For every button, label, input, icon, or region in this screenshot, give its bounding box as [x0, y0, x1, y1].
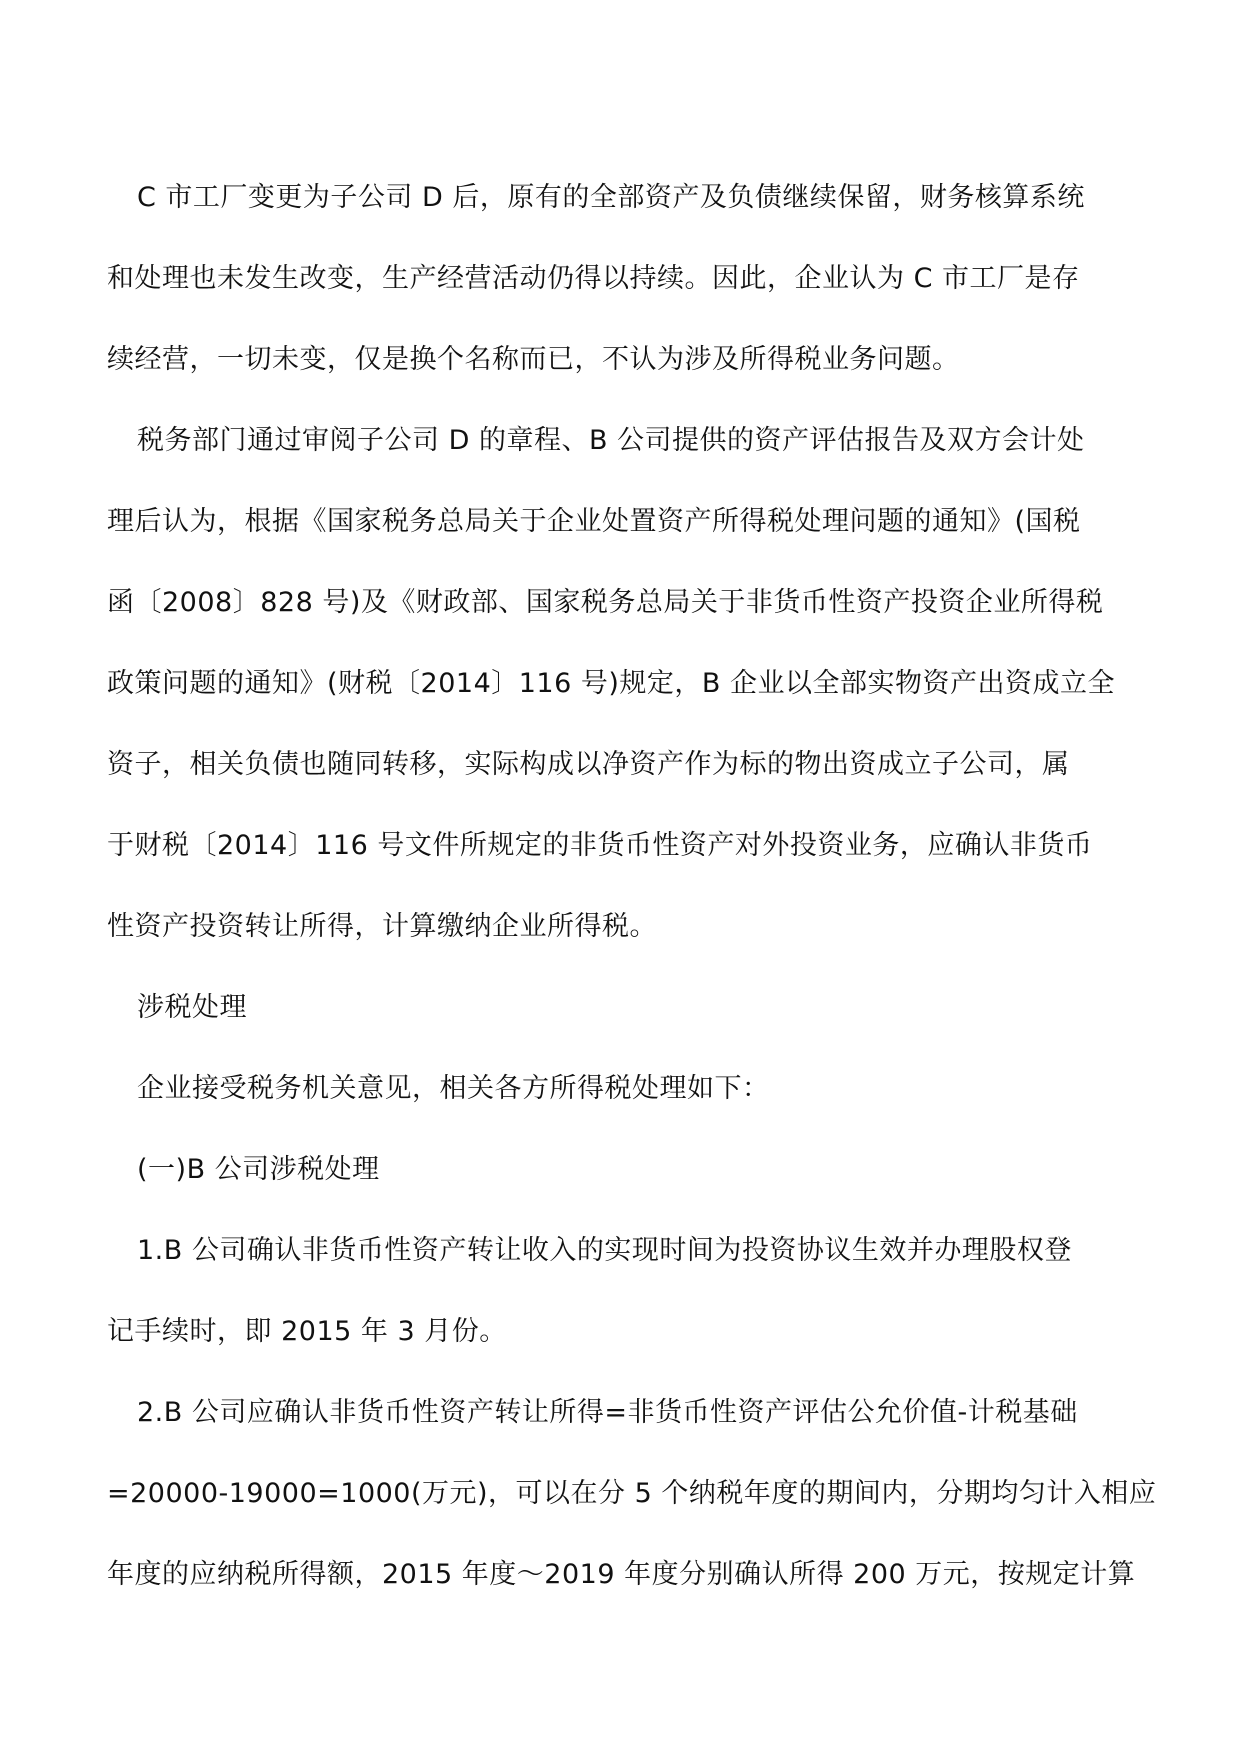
paragraph-c-factory-change: [107, 157, 1133, 400]
text-line: 续经营，一切未变，仅是换个名称而已，不认为涉及所得税业务问题。: [107, 344, 960, 375]
text-line: 资子，相关负债也随同转移，实际构成以净资产作为标的物出资成立子公司，属: [107, 749, 1070, 780]
text-line: (一)B 公司涉税处理: [137, 1154, 380, 1185]
text-line: 年度的应纳税所得额，2015 年度～2019 年度分别确认所得 200 万元，按规定计算: [107, 1559, 1136, 1590]
paragraph-tax-department-opinion: [107, 400, 1133, 967]
paragraph-enterprise-accepts: [107, 1048, 1133, 1129]
text-line: 理后认为，根据《国家税务总局关于企业处置资产所得税处理问题的通知》(国税: [107, 506, 1081, 537]
text-line: C 市工厂变更为子公司 D 后，原有的全部资产及负债继续保留，财务核算系统: [137, 182, 1085, 213]
paragraph-item-2: [107, 1372, 1157, 1615]
text-line: 涉税处理: [137, 992, 247, 1023]
text-line: 企业接受税务机关意见，相关各方所得税处理如下：: [137, 1073, 770, 1104]
text-line: 1.B 公司确认非货币性资产转让收入的实现时间为投资协议生效并办理股权登: [137, 1235, 1072, 1266]
paragraph-item-1: [107, 1210, 1133, 1372]
text-line: 政策问题的通知》(财税〔2014〕116 号)规定，B 企业以全部实物资产出资成立全: [107, 668, 1116, 699]
text-line: 税务部门通过审阅子公司 D 的章程、B 公司提供的资产评估报告及双方会计处: [137, 425, 1085, 456]
text-line: 于财税〔2014〕116 号文件所规定的非货币性资产对外投资业务，应确认非货币: [107, 830, 1093, 861]
text-line: 2.B 公司应确认非货币性资产转让所得=非货币性资产评估公允价值-计税基础: [137, 1397, 1078, 1428]
document-body: [107, 157, 1157, 1615]
text-line: 和处理也未发生改变，生产经营活动仍得以持续。因此，企业认为 C 市工厂是存: [107, 263, 1080, 294]
subheading-company-b-tax: [107, 1129, 1133, 1210]
section-heading-tax-treatment: [107, 967, 1133, 1048]
text-line: 记手续时，即 2015 年 3 月份。: [107, 1316, 507, 1347]
text-line: 性资产投资转让所得，计算缴纳企业所得税。: [107, 911, 657, 942]
text-line: =20000-19000=1000(万元)，可以在分 5 个纳税年度的期间内，分期均匀计入相应: [107, 1478, 1157, 1509]
text-line: 函〔2008〕828 号)及《财政部、国家税务总局关于非货币性资产投资企业所得税: [107, 587, 1104, 618]
